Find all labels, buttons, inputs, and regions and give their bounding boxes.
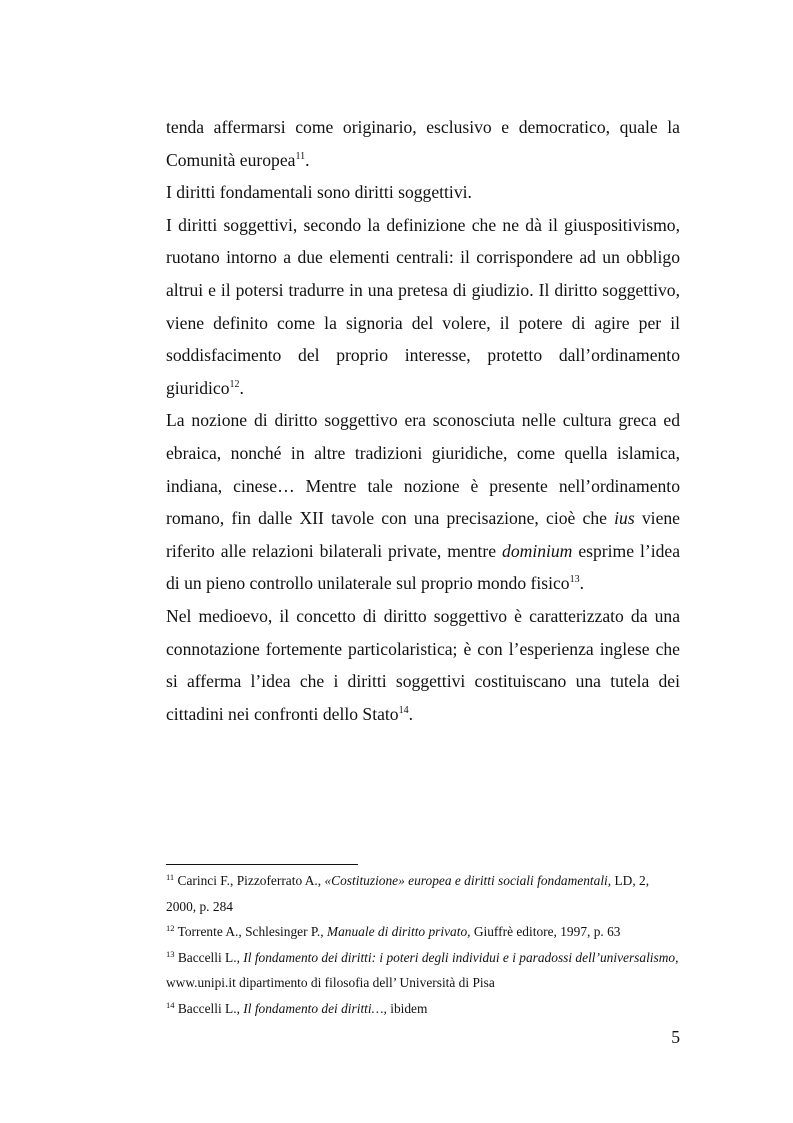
italic-text: Manuale di diritto privato, (326, 924, 471, 940)
paragraph (166, 176, 680, 209)
text-run: LD, 2, 2000, p. 284 (166, 873, 650, 914)
text-run: Nel medioevo, il concetto di diritto soggettivo è caratterizzato da una connotazione fortemente particolaristica; è con l’esperienza inglese che si afferma l’idea che i diritti soggettivi costituiscano una tutela dei cittadini nei confronti dello Stato (166, 605, 680, 724)
text-run: www.unipi.it dipartimento di filosofia dell’ Università di Pisa (166, 975, 495, 991)
footnote (166, 996, 680, 1022)
italic-text: ius (614, 508, 635, 529)
text-run: . (305, 149, 310, 170)
paragraph (166, 600, 680, 730)
text-run: Carinci F., Pizzoferrato A., (174, 873, 325, 888)
footnote-ref: 11 (166, 872, 175, 882)
footnote (166, 919, 680, 945)
footnote-ref: 13 (569, 574, 580, 586)
text-run: ibidem (386, 1000, 428, 1016)
footnote-ref: 12 (229, 378, 240, 390)
paragraph (166, 404, 680, 600)
text-run: esprime l’idea di un pieno controllo unilaterale sul proprio mondo fisico (166, 540, 681, 594)
footnote-ref: 14 (166, 999, 175, 1010)
paragraph (166, 209, 680, 405)
footnote (166, 868, 680, 919)
footnote (166, 945, 680, 996)
footnote-ref: 11 (295, 150, 306, 162)
footnote-ref: 14 (398, 704, 409, 716)
italic-text: «Costituzione» europea e diritti sociali fondamentali, (324, 873, 612, 888)
paragraph (166, 111, 680, 176)
text-run: La nozione di diritto soggettivo era sconosciuta nelle cultura greca ed ebraica, nonché in altre tradizioni giuridiche, come quella islamica, indiana, cinese… Mentre tale nozione è presente nell’ordinamento romano, fin dalle XII tavole con una precisazione, cioè che (166, 410, 680, 529)
body-text (166, 111, 680, 730)
text-run: viene riferito alle relazioni bilaterali private, mentre (166, 508, 680, 561)
text-run: Baccelli L., (174, 1000, 244, 1016)
page-number: 5 (671, 1027, 680, 1047)
italic-text: Il fondamento dei diritti…, (243, 1000, 387, 1016)
text-run: . (408, 703, 413, 724)
italic-text: Il fondamento dei diritti: i poteri degli individui e i paradossi dell’universalismo, (243, 949, 679, 965)
text-run: I diritti fondamentali sono diritti soggettivi. (166, 182, 472, 203)
footnotes (166, 868, 680, 1022)
text-run: tenda affermarsi come originario, esclusivo e democratico, quale la Comunità europea (166, 117, 680, 170)
footnote-ref: 13 (166, 948, 175, 959)
text-run: . (239, 377, 244, 398)
text-run: I diritti soggettivi, secondo la definizione che ne dà il giuspositivismo, ruotano intorno a due elementi centrali: il corrispondere ad un obbligo altrui e il potersi tradurre in una pretesa di giudizio. Il diritto soggettivo, viene definito come la signoria del volere, il potere di agire per il soddisfacimento del proprio interesse, protetto dall’ordinamento giuridico (166, 214, 680, 398)
text-run: Giuffrè editore, 1997, p. 63 (470, 924, 621, 940)
text-run: Torrente A., Schlesinger P., (174, 924, 327, 940)
italic-text: dominium (502, 540, 573, 561)
footnote-separator (166, 864, 358, 865)
text-run: . (579, 573, 585, 594)
text-run: Baccelli L., (174, 949, 244, 965)
footnote-ref: 12 (166, 923, 175, 934)
